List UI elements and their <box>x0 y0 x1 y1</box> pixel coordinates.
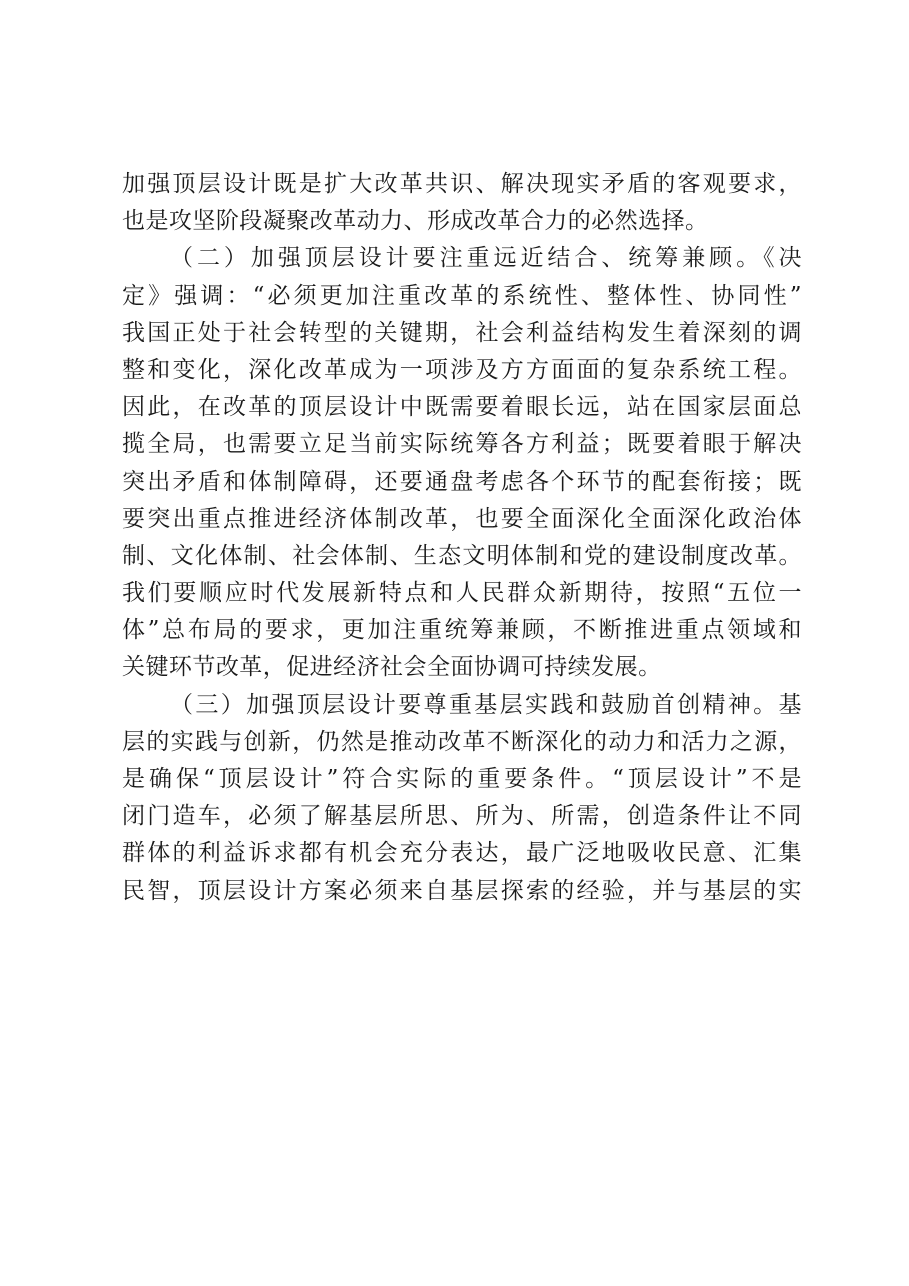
text-line: 闭门造车，必须了解基层所思、所为、所需，创造条件让不同 <box>122 803 802 830</box>
text-line: 关键环节改革，促进经济社会全面协调可持续发展。 <box>122 654 662 681</box>
text-line: 加强顶层设计既是扩大改革共识、解决现实矛盾的客观要求， <box>122 171 802 197</box>
text-line: （三）加强顶层设计要尊重基层实践和鼓励首创精神。基 <box>170 691 802 718</box>
text-line: 体”总布局的要求，更加注重统筹兼顾，不断推进重点领域和 <box>122 617 802 644</box>
text-line: 揽全局，也需要立足当前实际统筹各方利益；既要着眼于解决 <box>122 431 802 458</box>
text-line: 突出矛盾和体制障碍，还要通盘考虑各个环节的配套衔接；既 <box>122 468 802 495</box>
body-text <box>122 166 802 910</box>
text-line: 也是攻坚阶段凝聚改革动力、形成改革合力的必然选择。 <box>122 208 709 235</box>
text-line: 层的实践与创新，仍然是推动改革不断深化的动力和活力之源， <box>122 728 802 755</box>
text-line: 整和变化，深化改革成为一项涉及方方面面的复杂系统工程。 <box>122 356 802 383</box>
text-line: 定》强调：“必须更加注重改革的系统性、整体性、协同性” <box>122 282 802 309</box>
text-line: 民智，顶层设计方案必须来自基层探索的经验，并与基层的实 <box>122 877 802 904</box>
text-line: 我们要顺应时代发展新特点和人民群众新期待，按照“五位一 <box>122 580 802 607</box>
paragraph-3 <box>122 687 802 910</box>
paragraph-1 <box>122 166 802 240</box>
text-line: 群体的利益诉求都有机会充分表达，最广泛地吸收民意、汇集 <box>122 840 802 867</box>
text-line: 因此，在改革的顶层设计中既需要着眼长远，站在国家层面总 <box>122 394 802 421</box>
text-line: 要突出重点推进经济体制改革，也要全面深化全面深化政治体 <box>122 505 802 532</box>
text-line: 我国正处于社会转型的关键期，社会利益结构发生着深刻的调 <box>122 319 802 346</box>
text-line: 是确保“顶层设计”符合实际的重要条件。“顶层设计”不是 <box>122 766 802 792</box>
text-line: 制、文化体制、社会体制、生态文明体制和党的建设制度改革。 <box>122 542 802 569</box>
paragraph-2 <box>122 240 802 686</box>
text-line: （二）加强顶层设计要注重远近结合、统筹兼顾。《决 <box>170 245 802 272</box>
